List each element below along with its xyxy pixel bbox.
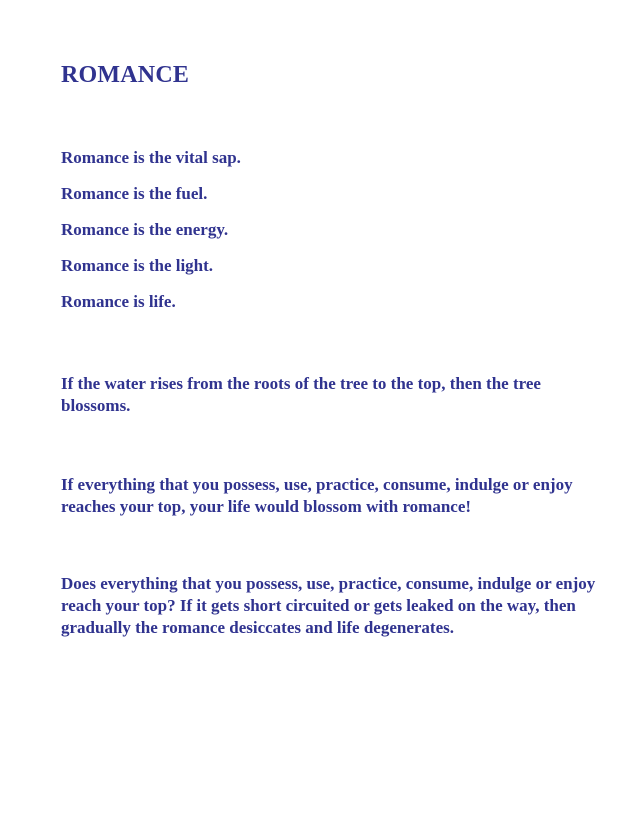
- paragraph-question: Does everything that you possess, use, practice, consume, indulge or enjoy reach your top? If it gets short circuited or gets leaked on the way, then gradually the romance desiccates and life degenerates.: [61, 574, 596, 637]
- paragraph-blossom: If everything that you possess, use, practice, consume, indulge or enjoy reaches your top, your life would blossom with romance!: [61, 475, 573, 516]
- paragraph-tree: If the water rises from the roots of the tree to the top, then the tree blossoms.: [61, 374, 541, 415]
- statement-line: Romance is the light.: [61, 256, 214, 275]
- statement-line: Romance is the fuel.: [61, 184, 208, 203]
- statement-list: [61, 148, 601, 328]
- statement-line: Romance is the vital sap.: [61, 148, 241, 167]
- statement-line: Romance is life.: [61, 292, 176, 311]
- page-title: ROMANCE: [61, 62, 190, 88]
- statement-line: Romance is the energy.: [61, 220, 229, 239]
